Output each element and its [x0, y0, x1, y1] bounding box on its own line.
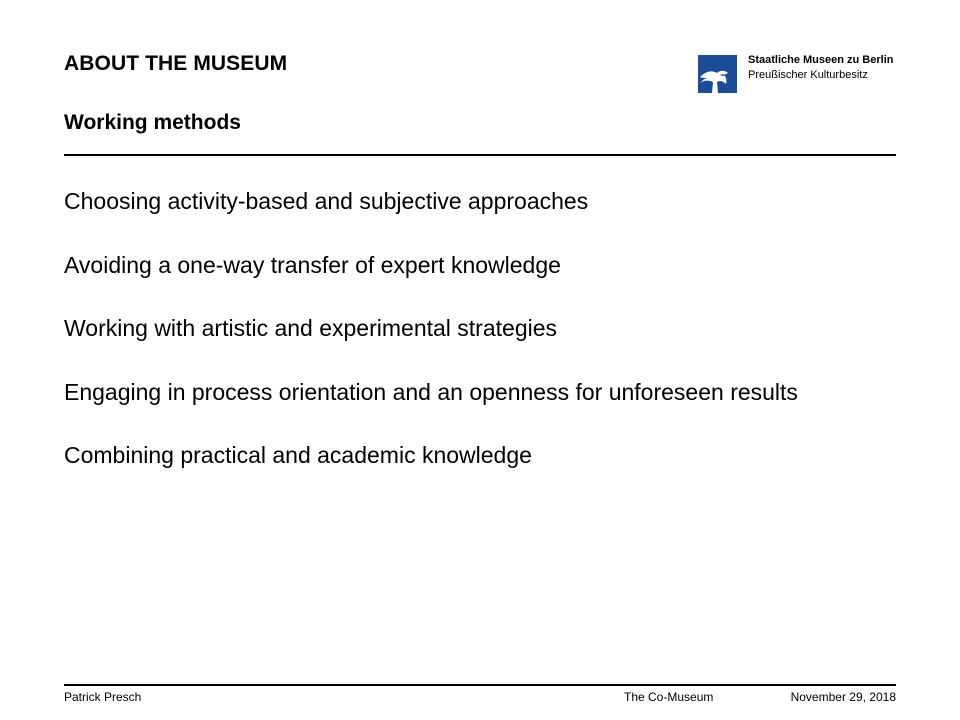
- logo-subtitle: Preußischer Kulturbesitz: [748, 69, 868, 81]
- working-methods-list: [64, 186, 798, 504]
- header-divider: [64, 154, 896, 156]
- list-item: Combining practical and academic knowledge: [64, 442, 532, 468]
- footer-title: The Co-Museum: [624, 690, 714, 704]
- museum-logo: [698, 54, 898, 94]
- list-item: Avoiding a one-way transfer of expert knowledge: [64, 251, 561, 278]
- footer-date: November 29, 2018: [790, 690, 896, 704]
- list-item: Working with artistic and experimental strategies: [64, 315, 558, 341]
- footer-author: Patrick Presch: [64, 690, 142, 704]
- slide-subheading: Working methods: [64, 111, 241, 134]
- list-item: Choosing activity-based and subjective approaches: [64, 188, 589, 214]
- list-item: Engaging in process orientation and an openness for unforeseen results: [64, 378, 798, 405]
- eagle-logo-icon: [698, 55, 737, 93]
- footer-divider: [64, 684, 896, 686]
- slide-heading: ABOUT THE MUSEUM: [64, 52, 288, 75]
- logo-name: Staatliche Museen zu Berlin: [748, 54, 894, 66]
